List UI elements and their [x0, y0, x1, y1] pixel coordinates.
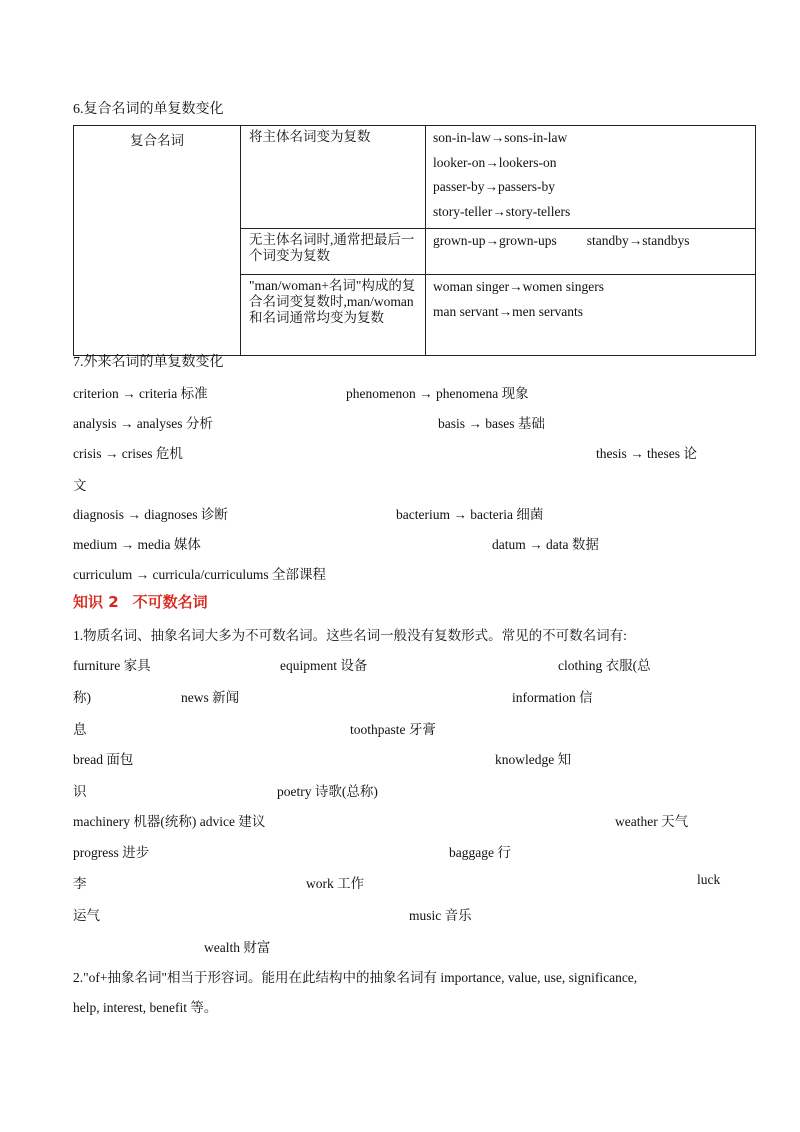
example-text: man servant→men servants [433, 303, 583, 319]
section-7-heading: 7.外来名词的单复数变化 [73, 355, 224, 370]
word-entry: furniture 家具 [73, 658, 151, 673]
word-entry: knowledge 知 [495, 752, 572, 767]
table-example-cell [426, 275, 756, 356]
word-entry: information 信 [512, 690, 593, 705]
example-text: passer-by→passers-by [433, 179, 555, 194]
word-entry: 运气 [73, 908, 100, 923]
word-entry: 息 [73, 722, 87, 737]
word-entry: 李 [73, 876, 87, 891]
table-category-cell: 复合名词 [74, 126, 241, 356]
compound-noun-table [73, 125, 756, 356]
section-6-heading: 6.复合名词的单复数变化 [73, 102, 224, 117]
example-line [433, 231, 748, 256]
table-example-cell [426, 229, 756, 275]
word-entry: 识 [73, 784, 87, 799]
word-entry: progress 进步 [73, 845, 150, 860]
knowledge-2-heading [73, 591, 222, 612]
word-entry: work 工作 [306, 876, 365, 891]
word-entry: criterion → criteria 标准 [73, 386, 208, 401]
example-text: grown-up→grown-ups [433, 233, 557, 248]
word-entry: curriculum → curricula/curriculums 全部课程 [73, 567, 327, 582]
word-entry: machinery 机器(统称) advice 建议 [73, 814, 266, 829]
table-example-cell [426, 126, 756, 229]
word-entry: basis → bases 基础 [438, 416, 545, 431]
word-entry: crisis → crises 危机 [73, 446, 183, 461]
word-entry: equipment 设备 [280, 658, 368, 673]
word-entry: clothing 衣服(总 [558, 658, 651, 673]
word-entry: poetry 诗歌(总称) [277, 784, 378, 799]
word-entry: weather 天气 [615, 814, 689, 829]
word-entry: 称) [73, 690, 91, 705]
word-entry: datum → data 数据 [492, 537, 599, 552]
table-row [74, 126, 756, 229]
paragraph-2-line-1: 2."of+抽象名词"相当于形容词。能用在此结构中的抽象名词有 importance, value, use, significance, [73, 970, 638, 985]
word-entry: luck [697, 872, 721, 887]
example-text: woman singer→women singers [433, 279, 604, 294]
word-entry: wealth 财富 [204, 940, 271, 955]
word-entry: bacterium → bacteria 细菌 [396, 507, 544, 522]
example-text: story-teller→story-tellers [433, 203, 571, 219]
example-text: looker-on→lookers-on [433, 154, 557, 170]
word-entry: baggage 行 [449, 845, 511, 860]
example-text: son-in-law→sons-in-law [433, 130, 568, 145]
word-entry: music 音乐 [409, 908, 472, 923]
table-rule-cell: 无主体名词时,通常把最后一个词变为复数 [241, 229, 426, 275]
knowledge-label: 知识 2 [73, 593, 119, 611]
word-entry: thesis → theses 论 [596, 446, 697, 461]
knowledge-title: 不可数名词 [132, 593, 208, 611]
paragraph-2-line-2: help, interest, benefit 等。 [73, 1000, 218, 1015]
word-entry: bread 面包 [73, 752, 134, 767]
word-entry: toothpaste 牙膏 [350, 722, 436, 737]
paragraph-1: 1.物质名词、抽象名词大多为不可数名词。这些名词一般没有复数形式。常见的不可数名词有: [73, 628, 627, 643]
word-entry: news 新闻 [181, 690, 240, 705]
example-text: standby→standbys [586, 233, 690, 248]
word-entry: phenomenon → phenomena 现象 [346, 386, 529, 401]
word-entry: analysis → analyses 分析 [73, 416, 213, 431]
word-entry: 文 [73, 478, 87, 493]
table-rule-cell: 将主体名词变为复数 [241, 126, 426, 229]
table-rule-cell: "man/woman+名词"构成的复合名词变复数时,man/woman 和名词通常均变为复数 [241, 275, 426, 356]
word-entry: medium → media 媒体 [73, 537, 201, 552]
word-entry: diagnosis → diagnoses 诊断 [73, 507, 228, 522]
